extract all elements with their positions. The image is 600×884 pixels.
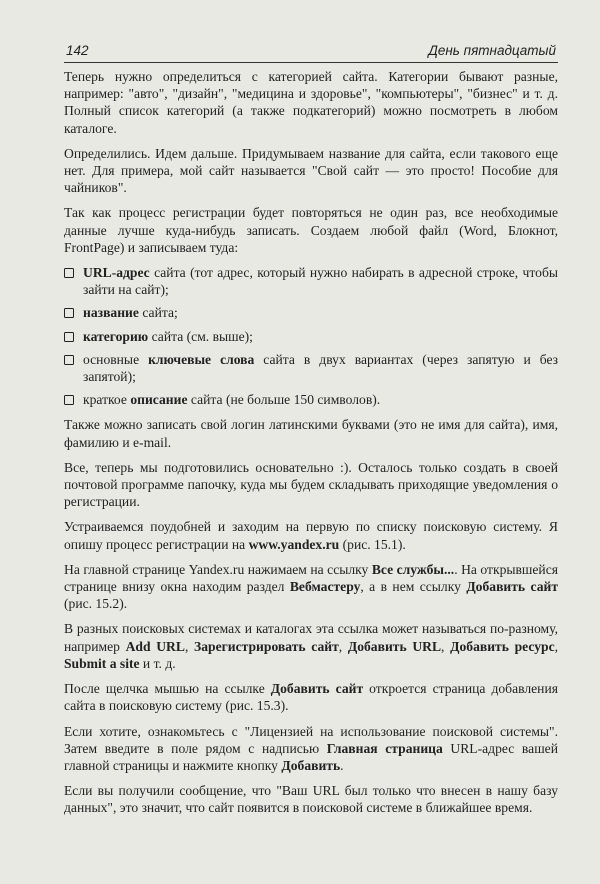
list-item: основные ключевые слова сайта в двух вариантах (через запятую и без запятой); (64, 351, 558, 385)
list-item: URL-адрес сайта (тот адрес, который нужно набирать в адресной строке, чтобы зайти на сайт); (64, 264, 558, 298)
list-item: категорию сайта (см. выше); (64, 328, 558, 345)
paragraph-add-site-page: После щелчка мышью на ссылке Добавить сайт откроется страница добавления сайта в поисковую систему (рис. 15.3). (64, 681, 558, 714)
checkbox-bullet-icon (64, 308, 74, 318)
paragraph-mail-folder: Все, теперь мы подготовились основательно :). Осталось только создать в своей почтовой программе папочку, куда мы будем складывать приходящие уведомления о регистрации. (64, 459, 558, 510)
paragraph-record-data: Так как процесс регистрации будет повторяться не один раз, все необходимые данные лучше куда-нибудь записать. Создаем любой файл (Word, Блокнот, FrontPage) и записываем туда: (64, 205, 558, 255)
paragraph-categories: Теперь нужно определиться с категорией сайта. Категории бывают разные, например: "авто", "дизайн", "медицина и здоровье", "компьютеры", "бизнес" и т. д. Полный список категорий (а также подкатегорий) можно посмотреть в любом каталоге. (64, 69, 558, 136)
checkbox-bullet-icon (64, 268, 74, 278)
paragraph-site-name: Определились. Идем дальше. Придумываем название для сайта, если такового еще нет. Для примера, мой сайт называется "Свой сайт — это просто! Пособие для чайников". (64, 145, 558, 196)
page-body (64, 68, 558, 825)
paragraph-first-engine: Устраиваемся поудобней и заходим на первую по списку поисковую систему. Я опишу процесс регистрации на www.yandex.ru (рис. 15.1). (64, 519, 558, 552)
running-header (64, 40, 558, 63)
list-item: название сайта; (64, 304, 558, 321)
paragraph-confirmation: Если вы получили сообщение, что "Ваш URL был только что внесен в нашу базу данных", это значит, что сайт появится в поисковой системе в ближайшее время. (64, 783, 558, 816)
checkbox-bullet-icon (64, 355, 74, 365)
paragraph-license: Если хотите, ознакомьтесь с "Лицензией на использование поисковой системы". Затем введите в поле рядом с надписью Главная страница URL-адрес вашей главной страницы и нажмите кнопку Добавить. (64, 723, 558, 773)
paragraph-login: Также можно записать свой логин латинскими буквами (это не имя для сайта), имя, фамилию и e-mail. (64, 417, 558, 450)
list-item: краткое описание сайта (не больше 150 символов). (64, 391, 558, 408)
checkbox-bullet-icon (64, 395, 74, 405)
data-checklist (64, 264, 558, 408)
chapter-title: День пятнадцатый (428, 43, 556, 58)
url-yandex: www.yandex.ru (248, 536, 340, 552)
paragraph-yandex-steps: На главной странице Yandex.ru нажимаем на ссылку Все службы.... На открывшейся странице внизу окна находим раздел Вебмастеру, а в нем ссылку Добавить сайт (рис. 15.2). (64, 561, 559, 612)
page-number: 142 (66, 43, 89, 58)
checkbox-bullet-icon (64, 332, 74, 342)
paragraph-link-names: В разных поисковых системах и каталогах эта ссылка может называться по-разному, например Add URL, Зарегистрировать сайт, Добавить URL, Добавить ресурс, Submit a site и т. д. (64, 621, 559, 671)
